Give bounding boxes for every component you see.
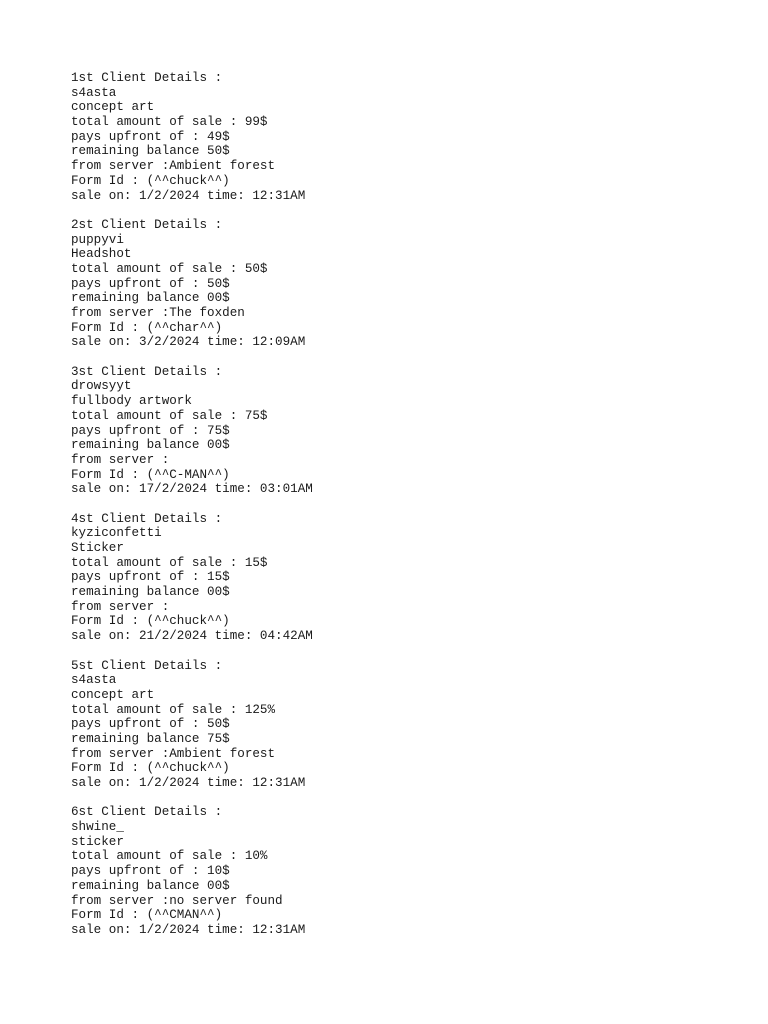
source-server: from server :The foxden <box>71 306 245 320</box>
form-id: Form Id : (^^chuck^^) <box>71 761 230 776</box>
client-details-block <box>71 512 731 644</box>
client-details-block <box>71 659 731 791</box>
client-product: Sticker <box>71 541 124 555</box>
sale-total: total amount of sale : 50$ <box>71 261 268 276</box>
client-name: s4asta <box>71 673 117 688</box>
upfront-payment: pays upfront of : 10$ <box>71 864 230 879</box>
sale-total: total amount of sale : 75$ <box>71 408 268 423</box>
sale-total: total amount of sale : 125% <box>71 702 276 717</box>
client-name: s4asta <box>71 85 117 100</box>
client-heading: 5st Client Details : <box>71 658 223 673</box>
client-heading: 1st Client Details : <box>71 71 223 85</box>
source-server: from server :no server found <box>71 893 283 908</box>
source-server: from server :Ambient forest <box>71 746 276 761</box>
sale-datetime: sale on: 1/2/2024 time: 12:31AM <box>71 188 306 203</box>
client-product: concept art <box>71 100 155 115</box>
client-name: shwine_ <box>71 820 124 835</box>
source-server: from server : <box>71 599 170 614</box>
client-product: Headshot <box>71 247 132 262</box>
client-name: puppyvi <box>71 232 124 247</box>
client-heading: 4st Client Details : <box>71 511 223 526</box>
client-details-block <box>71 805 731 937</box>
form-id: Form Id : (^^chuck^^) <box>71 614 230 629</box>
upfront-payment: pays upfront of : 75$ <box>71 423 230 438</box>
remaining-balance: remaining balance 00$ <box>71 291 230 306</box>
source-server: from server : <box>71 452 170 467</box>
client-heading: 2st Client Details : <box>71 217 223 232</box>
client-heading: 6st Client Details : <box>71 805 223 820</box>
source-server: from server :Ambient forest <box>71 159 276 174</box>
client-product: fullbody artwork <box>71 394 192 409</box>
sale-total: total amount of sale : 15$ <box>71 555 268 570</box>
upfront-payment: pays upfront of : 50$ <box>71 276 230 291</box>
form-id: Form Id : (^^chuck^^) <box>71 173 230 188</box>
sale-datetime: sale on: 3/2/2024 time: 12:09AM <box>71 335 306 350</box>
sale-datetime: sale on: 1/2/2024 time: 12:31AM <box>71 776 306 790</box>
upfront-payment: pays upfront of : 15$ <box>71 570 230 585</box>
sale-datetime: sale on: 17/2/2024 time: 03:01AM <box>71 482 313 497</box>
upfront-payment: pays upfront of : 50$ <box>71 717 230 732</box>
upfront-payment: pays upfront of : 49$ <box>71 129 230 144</box>
sale-datetime: sale on: 21/2/2024 time: 04:42AM <box>71 629 313 644</box>
remaining-balance: remaining balance 00$ <box>71 585 230 600</box>
document-page <box>71 71 731 952</box>
client-heading: 3st Client Details : <box>71 364 223 379</box>
client-details-block <box>71 71 731 203</box>
sale-datetime: sale on: 1/2/2024 time: 12:31AM <box>71 922 306 937</box>
sale-total: total amount of sale : 10% <box>71 849 268 864</box>
form-id: Form Id : (^^char^^) <box>71 320 223 335</box>
client-name: kyziconfetti <box>71 526 162 541</box>
form-id: Form Id : (^^C-MAN^^) <box>71 467 230 482</box>
client-name: drowsyyt <box>71 379 132 394</box>
client-product: concept art <box>71 687 155 702</box>
remaining-balance: remaining balance 50$ <box>71 144 230 159</box>
client-details-block <box>71 218 731 350</box>
form-id: Form Id : (^^CMAN^^) <box>71 908 223 923</box>
client-product: sticker <box>71 834 124 849</box>
remaining-balance: remaining balance 00$ <box>71 438 230 453</box>
sale-total: total amount of sale : 99$ <box>71 115 268 130</box>
client-details-block <box>71 365 731 497</box>
remaining-balance: remaining balance 75$ <box>71 731 230 746</box>
remaining-balance: remaining balance 00$ <box>71 878 230 893</box>
